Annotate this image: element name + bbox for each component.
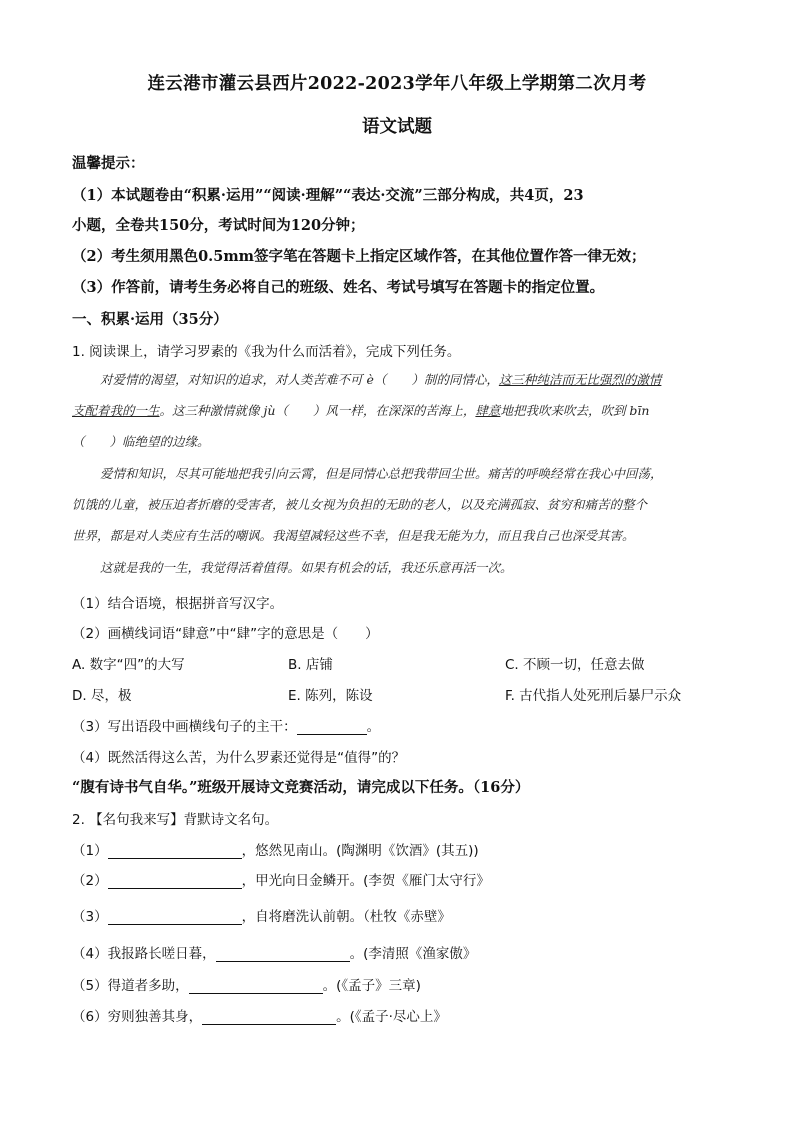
tips-line-2: 小题，全卷共150分，考试时间为120分钟； xyxy=(72,217,365,234)
poem-item-6: （6）穷则独善其身， 。(《孟子·尽心上》 xyxy=(72,1009,447,1025)
tips-line-3: （2）考生须用黑色0.5mm签字笔在答题卡上指定区域作答，在其他位置作答一律无效； xyxy=(72,248,646,265)
poem-item-5: （5）得道者多助， 。(《孟子》三章) xyxy=(72,978,421,994)
underlined-sentence-end: 支配着我的一生 xyxy=(72,403,160,418)
passage-line-2: 支配着我的一生。这三种激情就像 jù（ ）风一样，在深深的苦海上，肆意地把我吹来吹去，吹到 bīn xyxy=(72,403,650,418)
tips-line-1: （1）本试题卷由“积累·运用”“阅读·理解”“表达·交流”三部分构成，共4页，23 xyxy=(72,187,584,204)
option-e: E. 陈列，陈设 xyxy=(288,688,373,704)
poem-item-2: （2） ，甲光向日金鳞开。(李贺《雁门太守行》 xyxy=(72,873,490,889)
poem-blank-1[interactable] xyxy=(108,844,242,859)
option-b: B. 店铺 xyxy=(288,657,333,673)
poem-blank-6[interactable] xyxy=(202,1010,336,1025)
tips-line-4: （3）作答前，请考生务必将自己的班级、姓名、考试号填写在答题卡的指定位置。 xyxy=(72,279,605,296)
section-2-heading: “腹有诗书气自华。”班级开展诗文竞赛活动，请完成以下任务。（16分） xyxy=(72,779,530,796)
passage-line-4: 爱情和知识，尽其可能地把我引向云霄，但是同情心总把我带回尘世。痛苦的呼唤经常在我心中回荡， xyxy=(100,466,663,481)
poem-blank-4[interactable] xyxy=(216,947,350,962)
poem-item-4: （4）我报路长嗟日暮， 。(李清照《渔家傲》 xyxy=(72,946,477,962)
option-c: C. 不顾一切，任意去做 xyxy=(505,657,645,673)
subquestion-3: （3）写出语段中画横线句子的主干： 。 xyxy=(72,719,381,735)
option-d: D. 尽，极 xyxy=(72,688,132,704)
poem-item-1: （1） ，悠然见南山。(陶渊明《饮酒》(其五)) xyxy=(72,843,479,859)
passage-line-1: 对爱情的渴望，对知识的追求，对人类苦难不可 è（ ）制的同情心，这三种纯洁而无比强烈的激情 xyxy=(100,372,662,387)
poem-blank-5[interactable] xyxy=(189,979,323,994)
underlined-sentence: 这三种纯洁而无比强烈的激情 xyxy=(498,372,662,387)
question-1-intro: 1. 阅读课上，请学习罗素的《我为什么而活着》，完成下列任务。 xyxy=(72,344,461,360)
passage-line-6: 世界，都是对人类应有生活的嘲讽。我渴望减轻这些不幸，但是我无能为力，而且我自己也深受其害。 xyxy=(72,528,635,543)
subquestion-4: （4）既然活得这么苦，为什么罗素还觉得是“值得”的？ xyxy=(72,750,406,766)
passage-line-5: 饥饿的儿童，被压迫者折磨的受害者，被儿女视为负担的无助的老人，以及充满孤寂、贫穷和痛苦的整个 xyxy=(72,497,648,512)
underlined-word: 肆意 xyxy=(475,403,501,418)
poem-item-3: （3） ，自将磨洗认前朝。（杜牧《赤壁》 xyxy=(72,909,451,925)
tips-heading: 温馨提示： xyxy=(72,155,145,172)
answer-blank[interactable] xyxy=(297,720,367,735)
poem-blank-3[interactable] xyxy=(108,910,242,925)
section-1-heading: 一、积累·运用（35分） xyxy=(72,311,228,328)
page-title: 连云港市灌云县西片2022-2023学年八年级上学期第二次月考 xyxy=(147,74,647,94)
question-2-intro: 2. 【名句我来写】背默诗文名句。 xyxy=(72,812,279,828)
passage-line-3: （ ）临绝望的边缘。 xyxy=(72,434,210,449)
option-f: F. 古代指人处死刑后暴尸示众 xyxy=(505,688,682,704)
subquestion-1: （1）结合语境，根据拼音写汉字。 xyxy=(72,596,284,612)
option-a: A. 数字“四”的大写 xyxy=(72,657,185,673)
passage-line-7: 这就是我的一生，我觉得活着值得。如果有机会的话，我还乐意再活一次。 xyxy=(100,560,513,575)
subquestion-2: （2）画横线词语“肆意”中“肆”字的意思是（ ） xyxy=(72,626,379,642)
poem-blank-2[interactable] xyxy=(108,874,242,889)
page-subtitle: 语文试题 xyxy=(362,117,432,137)
